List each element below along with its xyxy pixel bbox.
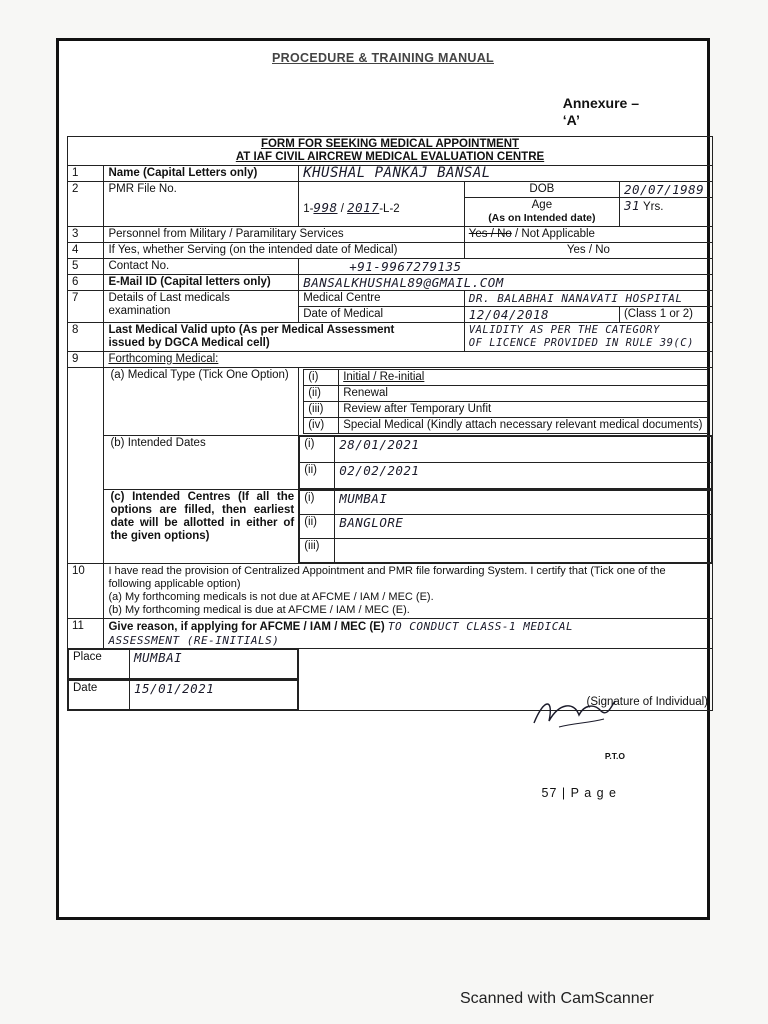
reason-value-2[interactable]: ASSESSMENT (RE-INITIALS) bbox=[108, 634, 280, 647]
row-contact bbox=[68, 259, 713, 275]
certify-option-a[interactable]: (a) My forthcoming medicals is not due at AFCME / IAM / MEC (E). bbox=[108, 591, 434, 603]
row-military bbox=[68, 227, 713, 243]
date-of-medical-label: Date of Medical bbox=[299, 307, 465, 323]
valid-upto-label bbox=[104, 323, 464, 352]
form-title-line1: FORM FOR SEEKING MEDICAL APPOINTMENT bbox=[260, 138, 520, 150]
row-serving bbox=[68, 243, 713, 259]
valid-upto-v1: VALIDITY AS PER THE CATEGORY bbox=[468, 324, 660, 336]
place-label: Place bbox=[69, 650, 130, 679]
intended-centre-value[interactable] bbox=[335, 539, 712, 563]
row-number: 3 bbox=[68, 227, 104, 243]
certify-block bbox=[104, 564, 713, 619]
date-of-medical-value[interactable]: 12/04/2018 bbox=[464, 307, 619, 323]
intended-dates-label: (b) Intended Dates bbox=[104, 436, 299, 490]
age-label-cell bbox=[464, 198, 619, 227]
type-roman: (ii) bbox=[304, 386, 339, 402]
form-title bbox=[68, 137, 713, 166]
annexure-line2: ‘A’ bbox=[562, 112, 580, 128]
dob-label: DOB bbox=[464, 182, 619, 198]
certify-option-b[interactable]: (b) My forthcoming medical is due at AFCME / IAM / MEC (E). bbox=[108, 604, 410, 616]
age-value: 31 bbox=[623, 198, 641, 213]
signature-cell bbox=[299, 649, 713, 711]
intended-centres-values[interactable] bbox=[299, 490, 713, 564]
contact-label: Contact No. bbox=[104, 259, 299, 275]
date-label: Date bbox=[69, 681, 130, 710]
medical-type-options[interactable] bbox=[299, 368, 713, 436]
name-value[interactable]: KHUSHAL PANKAJ BANSAL bbox=[299, 166, 713, 182]
row-number: 1 bbox=[68, 166, 104, 182]
reason-block bbox=[104, 619, 713, 649]
pto-label: P.T.O bbox=[604, 751, 625, 761]
row-medical-type bbox=[68, 368, 713, 436]
row-name bbox=[68, 166, 713, 182]
centre-roman: (ii) bbox=[300, 515, 335, 539]
contact-value[interactable]: +91-9967279135 bbox=[299, 259, 713, 275]
age-label: Age bbox=[531, 199, 553, 211]
email-label: E-Mail ID (Capital letters only) bbox=[104, 275, 299, 291]
military-struck: Yes / No bbox=[468, 228, 512, 240]
valid-upto-l1b: (As per Medical Assessment bbox=[238, 324, 395, 336]
military-options[interactable] bbox=[464, 227, 712, 243]
age-unit: Yrs. bbox=[643, 201, 664, 213]
date-cell bbox=[68, 680, 299, 711]
appointment-form bbox=[67, 136, 713, 711]
row-number: 8 bbox=[68, 323, 104, 352]
reason-value-1[interactable]: TO CONDUCT CLASS-1 MEDICAL bbox=[387, 620, 574, 633]
certify-text: I have read the provision of Centralized Appointment and PMR file forwarding System. I certify that (Tick one of the following applicable option) bbox=[108, 565, 666, 590]
type-option[interactable]: Initial / Re-initial bbox=[339, 370, 708, 386]
pmr-value[interactable] bbox=[299, 182, 465, 227]
pmr-suffix: -L-2 bbox=[379, 203, 400, 215]
class-label[interactable]: (Class 1 or 2) bbox=[619, 307, 712, 323]
intended-date-value[interactable]: 02/02/2021 bbox=[335, 463, 712, 489]
military-label: Personnel from Military / Paramilitary Services bbox=[104, 227, 464, 243]
reason-label: Give reason, if applying for AFCME / IAM / MEC (E) bbox=[108, 621, 385, 633]
row-number: 9 bbox=[68, 352, 104, 368]
annexure-label bbox=[563, 95, 639, 129]
medical-type-label: (a) Medical Type (Tick One Option) bbox=[104, 368, 299, 436]
valid-upto-v2: OF LICENCE PROVIDED IN RULE 39(C) bbox=[468, 337, 694, 349]
medical-centre-value[interactable]: DR. BALABHAI NANAVATI HOSPITAL bbox=[464, 291, 712, 307]
place-value[interactable]: MUMBAI bbox=[130, 650, 298, 679]
type-option[interactable]: Renewal bbox=[339, 386, 708, 402]
row-certify bbox=[68, 564, 713, 619]
serving-label: If Yes, whether Serving (on the intended date of Medical) bbox=[104, 243, 464, 259]
document-page bbox=[56, 38, 710, 920]
centre-roman: (i) bbox=[300, 491, 335, 515]
page-number: 57 | P a g e bbox=[541, 786, 617, 800]
valid-upto-value[interactable] bbox=[464, 323, 712, 352]
row-place bbox=[68, 649, 713, 680]
signature-label: (Signature of Individual) bbox=[586, 696, 708, 708]
signature-mark bbox=[529, 693, 619, 733]
row-number: 5 bbox=[68, 259, 104, 275]
dob-value[interactable]: 20/07/1989 bbox=[619, 182, 712, 198]
age-sub-label: (As on Intended date) bbox=[488, 212, 596, 224]
type-roman: (iv) bbox=[304, 418, 339, 434]
intended-centre-value[interactable]: MUMBAI bbox=[335, 491, 712, 515]
intended-centre-value[interactable]: BANGLORE bbox=[335, 515, 712, 539]
row-last-medical bbox=[68, 291, 713, 307]
date-roman: (i) bbox=[300, 437, 335, 463]
pmr-sep: / bbox=[340, 203, 344, 215]
valid-upto-l1: Last Medical Valid upto bbox=[108, 324, 236, 336]
row-pmr bbox=[68, 182, 713, 198]
type-roman: (iii) bbox=[304, 402, 339, 418]
row-intended-centres bbox=[68, 490, 713, 564]
annexure-line1: Annexure – bbox=[562, 95, 639, 111]
row-reason bbox=[68, 619, 713, 649]
date-roman: (ii) bbox=[300, 463, 335, 489]
pmr-label: PMR File No. bbox=[104, 182, 299, 227]
manual-title: PROCEDURE & TRAINING MANUAL bbox=[272, 51, 494, 65]
type-option[interactable]: Special Medical (Kindly attach necessary relevant medical documents) bbox=[339, 418, 708, 434]
camscanner-watermark: Scanned with CamScanner bbox=[460, 990, 654, 1007]
date-value[interactable]: 15/01/2021 bbox=[130, 681, 298, 710]
type-roman: (i) bbox=[304, 370, 339, 386]
name-label: Name (Capital Letters only) bbox=[104, 166, 299, 182]
valid-upto-l2: issued by DGCA Medical cell) bbox=[108, 337, 270, 349]
intended-dates-values[interactable] bbox=[299, 436, 713, 490]
intended-date-value[interactable]: 28/01/2021 bbox=[335, 437, 712, 463]
row-number: 10 bbox=[68, 564, 104, 619]
intended-centres-label: (c) Intended Centres (If all the options are filled, then earliest date will be allotted in either of the given options) bbox=[104, 490, 299, 564]
email-value[interactable]: BANSALKHUSHAL89@GMAIL.COM bbox=[299, 275, 713, 291]
forthcoming-label: Forthcoming Medical: bbox=[104, 352, 713, 368]
pmr-part1: 998 bbox=[313, 200, 338, 215]
form-title-line2: AT IAF CIVIL AIRCREW MEDICAL EVALUATION CENTRE bbox=[235, 151, 545, 163]
centre-roman: (iii) bbox=[300, 539, 335, 563]
row-email bbox=[68, 275, 713, 291]
row-forthcoming bbox=[68, 352, 713, 368]
row-number: 11 bbox=[68, 619, 104, 649]
pmr-part2: 2017 bbox=[347, 200, 380, 215]
military-rest: / Not Applicable bbox=[511, 228, 595, 240]
row-intended-dates bbox=[68, 436, 713, 490]
row-number: 2 bbox=[68, 182, 104, 227]
row-valid-upto bbox=[68, 323, 713, 352]
row-number: 7 bbox=[68, 291, 104, 323]
medical-centre-label: Medical Centre bbox=[299, 291, 465, 307]
type-option[interactable]: Review after Temporary Unfit bbox=[339, 402, 708, 418]
age-value-cell[interactable] bbox=[619, 198, 712, 227]
last-medical-label: Details of Last medicals examination bbox=[104, 291, 299, 323]
blank-cell bbox=[68, 368, 104, 564]
pmr-prefix: 1- bbox=[303, 203, 314, 215]
row-number: 6 bbox=[68, 275, 104, 291]
serving-value[interactable]: Yes / No bbox=[464, 243, 712, 259]
row-number: 4 bbox=[68, 243, 104, 259]
place-cell bbox=[68, 649, 299, 680]
